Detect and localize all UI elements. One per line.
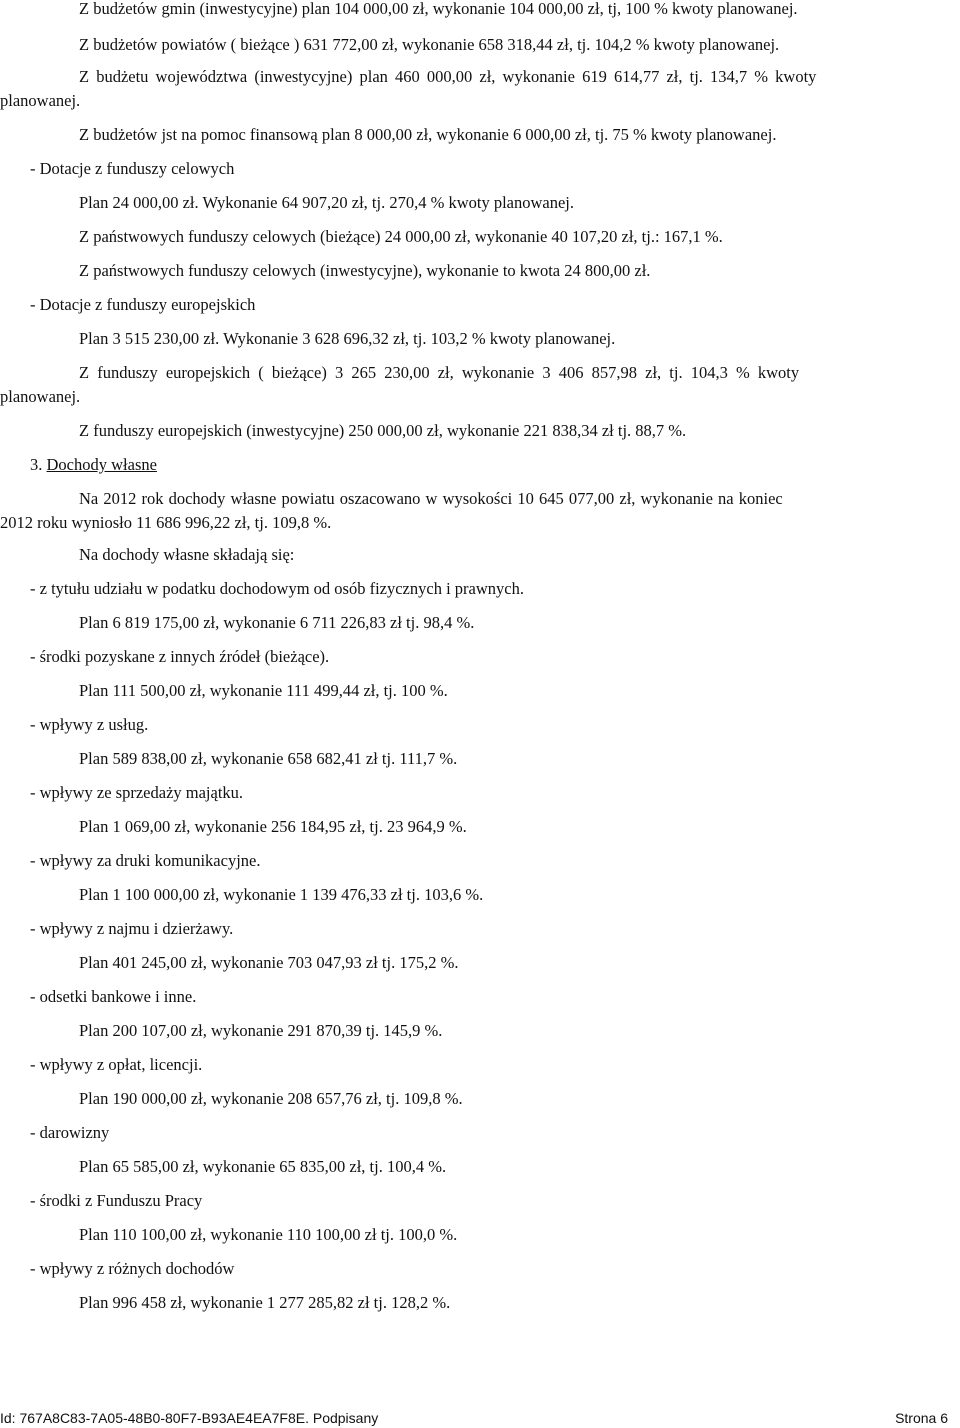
donations-item: - darowizny	[30, 1123, 110, 1142]
income-tax-share-item: - z tytułu udziału w podatku dochodowym od osób fizycznych i prawnych.	[30, 579, 524, 598]
services-revenue-plan: Plan 589 838,00 zł, wykonanie 658 682,41 zł tj. 111,7 %.	[79, 749, 458, 768]
eu-funds-plan-line: Plan 3 515 230,00 zł. Wykonanie 3 628 696,32 zł, tj. 103,2 % kwoty planowanej.	[79, 329, 616, 348]
eu-funds-heading: - Dotacje z funduszy europejskich	[30, 295, 256, 314]
jst-assistance-line: Z budżetów jst na pomoc finansową plan 8 000,00 zł, wykonanie 6 000,00 zł, tj. 75 % kwoty planowanej.	[79, 125, 777, 144]
section-3-title	[30, 456, 330, 474]
labour-fund-plan: Plan 110 100,00 zł, wykonanie 110 100,00 zł tj. 100,0 %.	[79, 1225, 458, 1244]
page-footer	[0, 1408, 960, 1428]
donations-plan: Plan 65 585,00 zł, wykonanie 65 835,00 zł, tj. 100,4 %.	[79, 1157, 447, 1176]
page-number: Strona 6	[895, 1410, 948, 1426]
eu-funds-investment-line: Z funduszy europejskich (inwestycyjne) 250 000,00 zł, wykonanie 221 838,34 zł tj. 88,7 %.	[79, 421, 687, 440]
gmin-investment-line: Z budżetów gmin (inwestycyjne) plan 104 000,00 zł, wykonanie 104 000,00 zł, tj, 100 % kwoty planowanej.	[79, 0, 798, 18]
vehicle-documents-item: - wpływy za druki komunikacyjne.	[30, 851, 261, 870]
wojewodztwa-investment-continuation: planowanej.	[0, 91, 81, 110]
own-revenue-estimate-continuation: 2012 roku wyniosło 11 686 996,22 zł, tj. 109,8 %.	[0, 513, 332, 532]
eu-funds-current-line: Z funduszy europejskich ( bieżące) 3 265 230,00 zł, wykonanie 3 406 857,98 zł, tj. 104,3 % kwoty	[79, 363, 800, 382]
eu-funds-current-continuation: planowanej.	[0, 387, 81, 406]
fees-licenses-plan: Plan 190 000,00 zł, wykonanie 208 657,76 zł, tj. 109,8 %.	[79, 1089, 463, 1108]
own-revenue-components-intro: Na dochody własne składają się:	[79, 545, 295, 564]
powiatow-current-line: Z budżetów powiatów ( bieżące ) 631 772,00 zł, wykonanie 658 318,44 zł, tj. 104,2 % kwoty planowanej.	[79, 35, 780, 54]
special-funds-heading: - Dotacje z funduszy celowych	[30, 159, 235, 178]
rental-lease-plan: Plan 401 245,00 zł, wykonanie 703 047,93 zł tj. 175,2 %.	[79, 953, 459, 972]
state-special-funds-current-line: Z państwowych funduszy celowych (bieżące) 24 000,00 zł, wykonanie 40 107,20 zł, tj.: 167,1 %.	[79, 227, 723, 246]
bank-interest-plan: Plan 200 107,00 zł, wykonanie 291 870,39 tj. 145,9 %.	[79, 1021, 443, 1040]
vehicle-documents-plan: Plan 1 100 000,00 zł, wykonanie 1 139 476,33 zł tj. 103,6 %.	[79, 885, 484, 904]
special-funds-plan-line: Plan 24 000,00 zł. Wykonanie 64 907,20 zł, tj. 270,4 % kwoty planowanej.	[79, 193, 575, 212]
other-sources-item: - środki pozyskane z innych źródeł (bieżące).	[30, 647, 330, 666]
document-id: Id: 767A8C83-7A05-48B0-80F7-B93AE4EA7F8E. Podpisany	[0, 1410, 379, 1426]
various-revenue-item: - wpływy z różnych dochodów	[30, 1259, 235, 1278]
own-revenue-estimate-line: Na 2012 rok dochody własne powiatu oszacowano w wysokości 10 645 077,00 zł, wykonanie na koniec	[79, 489, 783, 508]
other-sources-plan: Plan 111 500,00 zł, wykonanie 111 499,44 zł, tj. 100 %.	[79, 681, 448, 700]
section-3-label: Dochody własne	[46, 455, 157, 474]
section-3-number: 3.	[30, 455, 47, 474]
labour-fund-item: - środki z Funduszu Pracy	[30, 1191, 203, 1210]
income-tax-share-plan: Plan 6 819 175,00 zł, wykonanie 6 711 226,83 zł tj. 98,4 %.	[79, 613, 475, 632]
various-revenue-plan: Plan 996 458 zł, wykonanie 1 277 285,82 zł tj. 128,2 %.	[79, 1293, 451, 1312]
services-revenue-item: - wpływy z usług.	[30, 715, 149, 734]
asset-sale-plan: Plan 1 069,00 zł, wykonanie 256 184,95 zł, tj. 23 964,9 %.	[79, 817, 467, 836]
state-special-funds-investment-line: Z państwowych funduszy celowych (inwestycyjne), wykonanie to kwota 24 800,00 zł.	[79, 261, 651, 280]
wojewodztwa-investment-line: Z budżetu województwa (inwestycyjne) plan 460 000,00 zł, wykonanie 619 614,77 zł, tj. 134,7 % kwoty	[79, 67, 817, 86]
bank-interest-item: - odsetki bankowe i inne.	[30, 987, 197, 1006]
asset-sale-item: - wpływy ze sprzedaży majątku.	[30, 783, 244, 802]
rental-lease-item: - wpływy z najmu i dzierżawy.	[30, 919, 234, 938]
fees-licenses-item: - wpływy z opłat, licencji.	[30, 1055, 203, 1074]
